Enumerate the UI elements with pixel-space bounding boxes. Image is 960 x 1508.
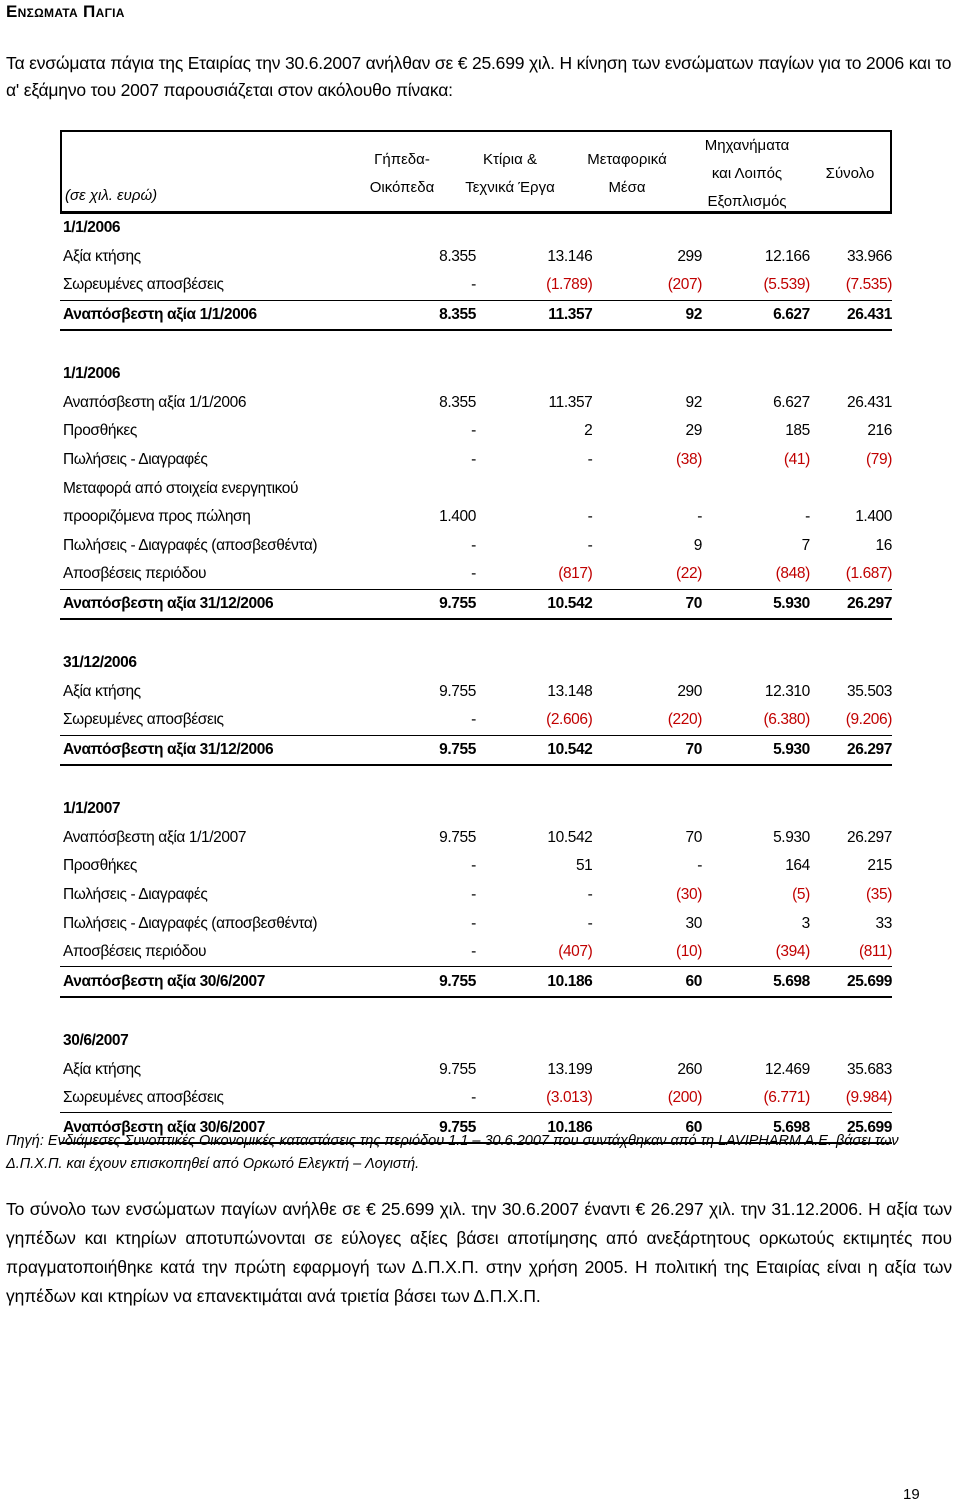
cell-value: - xyxy=(697,508,702,526)
cell-value: (10) xyxy=(592,938,702,967)
cell-value: 11.357 xyxy=(476,300,592,330)
cell-value: 260 xyxy=(677,1060,702,1078)
cell-value: 51 xyxy=(575,857,593,875)
cell-value: 10.542 xyxy=(547,828,593,846)
cell-value xyxy=(372,619,476,649)
subtotal-row xyxy=(60,589,892,619)
cell-value: (6.380) xyxy=(702,706,810,735)
cell-value xyxy=(810,795,892,824)
cell-value: 26.297 xyxy=(846,828,892,846)
cell-value xyxy=(476,214,592,243)
cell-value: 8.355 xyxy=(439,393,476,411)
cell-value xyxy=(476,795,592,824)
cell-value: 29 xyxy=(685,422,702,440)
cell-value: 299 xyxy=(677,247,702,265)
row-label: Αποσβέσεις περιόδου xyxy=(60,938,372,967)
cell-value xyxy=(810,330,892,360)
cell-value: 7 xyxy=(801,536,810,554)
table-row xyxy=(60,706,892,735)
cell-value xyxy=(476,765,592,795)
cell-value xyxy=(592,214,702,243)
cell-value xyxy=(372,214,476,243)
cell-value xyxy=(810,997,892,1027)
cell-value: (200) xyxy=(592,1084,702,1113)
row-label: Πωλήσεις - Διαγραφές (αποσβεσθέντα) xyxy=(63,914,318,932)
subtotal-row xyxy=(60,735,892,765)
row-label: 1/1/2006 xyxy=(63,219,121,237)
header-total-line1: Σύνολο xyxy=(825,165,875,182)
cell-value: 26.431 xyxy=(810,300,892,330)
row-label xyxy=(60,997,372,1027)
cell-value xyxy=(702,997,810,1027)
cell-value xyxy=(592,1027,702,1056)
cell-value xyxy=(810,649,892,678)
cell-value xyxy=(476,619,592,649)
cell-value xyxy=(702,765,810,795)
spacer-row xyxy=(60,997,892,1027)
cell-value: - xyxy=(372,1084,476,1113)
row-label: Πωλήσεις - Διαγραφές (αποσβεσθέντα) xyxy=(63,536,318,554)
row-label: Σωρευμένες αποσβέσεις xyxy=(60,271,372,300)
cell-value: 1.400 xyxy=(439,508,476,526)
spacer-row xyxy=(60,619,892,649)
cell-value xyxy=(810,214,892,243)
cell-value: - xyxy=(372,706,476,735)
cell-value xyxy=(810,1027,892,1056)
section-row xyxy=(60,649,892,678)
table-row xyxy=(60,938,892,967)
cell-value: (394) xyxy=(702,938,810,967)
cell-value: 9.755 xyxy=(372,967,476,997)
table-row xyxy=(60,560,892,589)
cell-value xyxy=(702,474,810,503)
cell-value xyxy=(702,1027,810,1056)
cell-value xyxy=(592,795,702,824)
cell-value: (6.771) xyxy=(702,1084,810,1113)
row-label: 30/6/2007 xyxy=(63,1031,129,1049)
section-row xyxy=(60,214,892,243)
row-label: Αξία κτήσης xyxy=(63,247,141,265)
cell-value: - xyxy=(372,560,476,589)
cell-value: (220) xyxy=(592,706,702,735)
table-row xyxy=(60,823,892,852)
cell-value xyxy=(372,360,476,389)
cell-value: (38) xyxy=(676,451,702,469)
row-label: Πωλήσεις - Διαγραφές xyxy=(63,885,208,903)
table-row xyxy=(60,678,892,707)
row-label: Αναπόσβεστη αξία 30/6/2007 xyxy=(60,967,372,997)
page-number: 19 xyxy=(903,1486,920,1503)
row-label xyxy=(60,765,372,795)
row-label: Αναπόσβεστη αξία 1/1/2006 xyxy=(60,300,372,330)
row-label: Σωρευμένες αποσβέσεις xyxy=(60,706,372,735)
cell-value: 1.400 xyxy=(855,508,892,526)
cell-value xyxy=(372,795,476,824)
table-row xyxy=(60,1055,892,1084)
cell-value xyxy=(702,649,810,678)
cell-value: 92 xyxy=(592,300,702,330)
cell-value: 10.186 xyxy=(476,967,592,997)
cell-value xyxy=(592,330,702,360)
cell-value: 12.469 xyxy=(764,1060,810,1078)
header-machinery-line2: και Λοιπός xyxy=(711,165,783,182)
cell-value: - xyxy=(372,938,476,967)
header-vehicles-line1: Μεταφορικά xyxy=(587,151,667,168)
cell-value xyxy=(810,619,892,649)
cell-value: 6.627 xyxy=(773,393,810,411)
cell-value: - xyxy=(471,914,476,932)
cell-value: 216 xyxy=(867,422,892,440)
table-row xyxy=(60,852,892,881)
cell-value: 33.966 xyxy=(846,247,892,265)
row-label: προοριζόμενα προς πώληση xyxy=(63,508,251,526)
cell-value: - xyxy=(587,508,593,526)
section-row xyxy=(60,795,892,824)
table-row xyxy=(60,1084,892,1113)
cell-value: 13.146 xyxy=(547,247,593,265)
cell-value xyxy=(810,474,892,503)
cell-value xyxy=(810,765,892,795)
cell-value xyxy=(476,330,592,360)
cell-value: 215 xyxy=(867,857,892,875)
cell-value: - xyxy=(471,451,476,469)
row-label: Αναπόσβεστη αξία 31/12/2006 xyxy=(60,735,372,765)
spacer-row xyxy=(60,330,892,360)
cell-value xyxy=(592,997,702,1027)
cell-value: 9.755 xyxy=(439,682,476,700)
table-row xyxy=(60,909,892,938)
cell-value: 164 xyxy=(785,857,810,875)
row-label: Προσθήκες xyxy=(63,422,137,440)
cell-value: 5.930 xyxy=(702,735,810,765)
cell-value: (30) xyxy=(676,885,702,903)
table-row xyxy=(60,417,892,446)
cell-value: (5.539) xyxy=(702,271,810,300)
cell-value: 26.297 xyxy=(810,589,892,619)
cell-value xyxy=(702,330,810,360)
header-buildings xyxy=(440,146,580,202)
source-note: Πηγή: Ενδιάμεσες Συνοπτικές Οικονομικές καταστάσεις της περιόδου 1.1 – 30.6.2007 που συντάχθηκαν από τη LAVIPHARM A.E. βάσει των Δ.Π.Χ.Π. και έχουν επισκοπηθεί από Ορκωτό Ελεγκτή – Λογιστή. xyxy=(6,1133,899,1172)
table-row xyxy=(60,503,892,532)
cell-value: 92 xyxy=(685,393,702,411)
cell-value: (407) xyxy=(476,938,592,967)
cell-value: 12.166 xyxy=(764,247,810,265)
cell-value: (811) xyxy=(810,938,892,967)
row-label: Μεταφορά από στοιχεία ενεργητικού xyxy=(63,479,299,497)
cell-value: (1.789) xyxy=(476,271,592,300)
cell-value: 2 xyxy=(584,422,593,440)
header-buildings-line1: Κτίρια & xyxy=(483,151,537,168)
cell-value: 290 xyxy=(677,682,702,700)
cell-value: 9.755 xyxy=(372,589,476,619)
cell-value: (5) xyxy=(792,885,810,903)
cell-value: 3 xyxy=(801,914,810,932)
row-label: Αναπόσβεστη αξία 31/12/2006 xyxy=(60,589,372,619)
header-land-line1: Γήπεδα- xyxy=(374,151,430,168)
table-row xyxy=(60,243,892,272)
row-label xyxy=(60,619,372,649)
table-header xyxy=(60,130,892,214)
cell-value xyxy=(592,619,702,649)
cell-value: - xyxy=(471,536,476,554)
table-row xyxy=(60,474,892,503)
cell-value: 30 xyxy=(685,914,702,932)
row-label: Αξία κτήσης xyxy=(63,682,141,700)
cell-value: 26.431 xyxy=(846,393,892,411)
cell-value: 16 xyxy=(875,536,892,554)
header-total xyxy=(810,160,890,188)
header-machinery-line3: Εξοπλισμός xyxy=(707,193,787,210)
header-vehicles-line2: Μέσα xyxy=(608,179,646,196)
subtotal-row xyxy=(60,967,892,997)
cell-value xyxy=(372,649,476,678)
cell-value: (7.535) xyxy=(810,271,892,300)
cell-value xyxy=(702,619,810,649)
cell-value: 10.186 xyxy=(476,1113,592,1143)
cell-value: - xyxy=(587,885,593,903)
section-heading: Ενσωματα Παγια xyxy=(6,2,125,21)
cell-value: - xyxy=(587,536,593,554)
section-row xyxy=(60,360,892,389)
cell-value: 13.148 xyxy=(547,682,593,700)
cell-value: (22) xyxy=(592,560,702,589)
cell-value: 6.627 xyxy=(702,300,810,330)
cell-value xyxy=(476,1027,592,1056)
cell-value: 70 xyxy=(592,589,702,619)
cell-value xyxy=(476,360,592,389)
cell-value: 13.199 xyxy=(547,1060,593,1078)
cell-value xyxy=(476,474,592,503)
cell-value xyxy=(476,649,592,678)
cell-value: (3.013) xyxy=(476,1084,592,1113)
fixed-assets-table xyxy=(60,214,892,1144)
cell-value: 5.698 xyxy=(702,1113,810,1143)
cell-value: 25.699 xyxy=(810,967,892,997)
header-vehicles xyxy=(567,146,687,202)
table-row xyxy=(60,881,892,910)
cell-value: (41) xyxy=(783,451,810,469)
cell-value: 8.355 xyxy=(439,247,476,265)
row-label: Προσθήκες xyxy=(63,857,137,875)
header-machinery-line1: Μηχανήματα xyxy=(704,137,790,154)
cell-value: - xyxy=(471,857,476,875)
section-row xyxy=(60,1027,892,1056)
cell-value: 11.357 xyxy=(548,393,593,411)
cell-value xyxy=(372,1027,476,1056)
table-row xyxy=(60,446,892,475)
cell-value: 9.755 xyxy=(439,1060,476,1078)
cell-value: 185 xyxy=(785,422,810,440)
cell-value: - xyxy=(697,857,702,875)
spacer-row xyxy=(60,765,892,795)
row-label: Αναπόσβεστη αξία 1/1/2006 xyxy=(63,393,247,411)
cell-value: 33 xyxy=(875,914,892,932)
cell-value xyxy=(702,360,810,389)
cell-value: 35.503 xyxy=(846,682,892,700)
cell-value: (2.606) xyxy=(476,706,592,735)
cell-value xyxy=(476,997,592,1027)
intro-paragraph: Τα ενσώματα πάγια της Εταιρίας την 30.6.2007 ανήλθαν σε € 25.699 χιλ. Η κίνηση των ενσώματων παγίων για το 2006 και το α' εξάμηνο του 2007 παρουσιάζεται στον ακόλουθο πίνακα: xyxy=(6,53,952,100)
cell-value: - xyxy=(372,271,476,300)
cell-value: (79) xyxy=(866,451,892,469)
cell-value: - xyxy=(805,508,810,526)
row-label: Αναπόσβεστη αξία 1/1/2007 xyxy=(63,828,247,846)
cell-value: 12.310 xyxy=(764,682,810,700)
closing-paragraph: Το σύνολο των ενσώματων παγίων ανήλθε σε € 25.699 χιλ. την 30.6.2007 έναντι € 26.297 χιλ. την 31.12.2006. Η αξία των γηπέδων και κτηρίων αποτυπώνονται σε εύλογες αξίες βάσει αποτίμησης από ανεξάρτητους ορκωτούς εκτιμητές που πραγματοποιήθηκε κατά την πρώτη εφαρμογή των Δ.Π.Χ.Π. στην χρήση 2005. Η πολιτική της Εταιρίας είναι η αξία των γηπέδων και κτηρίων να επανεκτιμάται ανά τριετία βάσει των Δ.Π.Χ.Π. xyxy=(6,1199,952,1306)
cell-value xyxy=(702,214,810,243)
cell-value: 9.755 xyxy=(439,828,476,846)
cell-value: (207) xyxy=(592,271,702,300)
cell-value: 70 xyxy=(685,828,702,846)
cell-value: 70 xyxy=(592,735,702,765)
cell-value: (35) xyxy=(866,885,892,903)
header-land-line2: Οικόπεδα xyxy=(369,179,435,196)
row-label: Πωλήσεις - Διαγραφές xyxy=(63,451,208,469)
table-row xyxy=(60,532,892,561)
cell-value: 5.930 xyxy=(702,589,810,619)
cell-value xyxy=(592,474,702,503)
cell-value: 60 xyxy=(592,967,702,997)
cell-value: 5.930 xyxy=(773,828,810,846)
table-row xyxy=(60,389,892,418)
row-label: Σωρευμένες αποσβέσεις xyxy=(60,1084,372,1113)
cell-value: 9.755 xyxy=(372,1113,476,1143)
cell-value: - xyxy=(471,885,476,903)
cell-value: (848) xyxy=(702,560,810,589)
cell-value xyxy=(592,360,702,389)
cell-value: 9 xyxy=(693,536,702,554)
row-label: 1/1/2006 xyxy=(63,365,121,383)
cell-value: 5.698 xyxy=(702,967,810,997)
cell-value: - xyxy=(587,451,593,469)
cell-value: - xyxy=(471,422,476,440)
cell-value: (1.687) xyxy=(810,560,892,589)
table-row xyxy=(60,271,892,300)
cell-value: 35.683 xyxy=(846,1060,892,1078)
cell-value: 9.755 xyxy=(372,735,476,765)
cell-value: (817) xyxy=(476,560,592,589)
cell-value: - xyxy=(587,914,593,932)
cell-value: (9.206) xyxy=(810,706,892,735)
row-label: Αξία κτήσης xyxy=(63,1060,141,1078)
row-label: 31/12/2006 xyxy=(63,654,137,672)
header-machinery xyxy=(687,132,807,216)
cell-value xyxy=(702,795,810,824)
cell-value: 25.699 xyxy=(810,1113,892,1143)
cell-value: 10.542 xyxy=(476,589,592,619)
cell-value xyxy=(592,765,702,795)
cell-value xyxy=(372,765,476,795)
cell-value xyxy=(592,649,702,678)
subtotal-row xyxy=(60,300,892,330)
cell-value: 60 xyxy=(592,1113,702,1143)
row-label xyxy=(60,330,372,360)
row-label: Αποσβέσεις περιόδου xyxy=(60,560,372,589)
row-label: Αναπόσβεστη αξία 30/6/2007 xyxy=(60,1113,372,1143)
cell-value: (9.984) xyxy=(810,1084,892,1113)
cell-value xyxy=(372,474,476,503)
row-label: 1/1/2007 xyxy=(63,800,121,818)
table-unit: (σε χιλ. ευρώ) xyxy=(65,187,158,204)
cell-value xyxy=(810,360,892,389)
cell-value xyxy=(372,997,476,1027)
cell-value: 10.542 xyxy=(476,735,592,765)
cell-value: 8.355 xyxy=(372,300,476,330)
cell-value xyxy=(372,330,476,360)
header-buildings-line2: Τεχνικά Έργα xyxy=(465,179,555,196)
cell-value: 26.297 xyxy=(810,735,892,765)
